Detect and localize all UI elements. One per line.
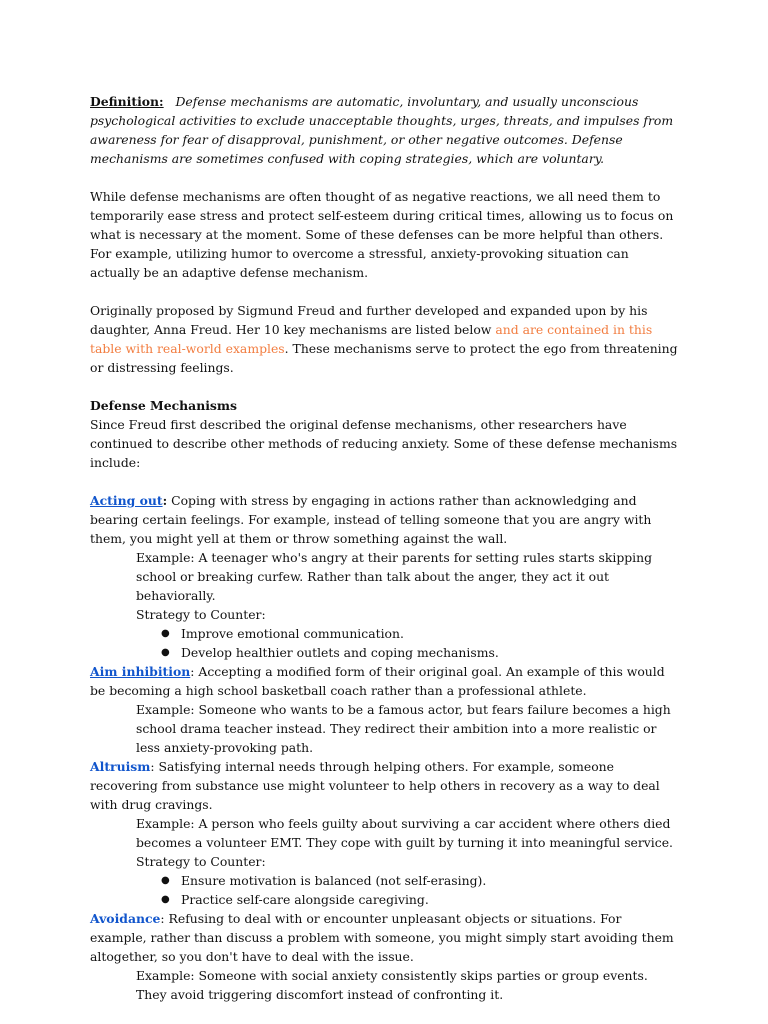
avoidance-example: Example: Someone with social anxiety consistently skips parties or group events. They avoid triggering discomfort instead of confronting it. — [136, 968, 648, 1002]
definition-text: Defense mechanisms are automatic, involuntary, and usually unconscious psychological activities to exclude unacceptable thoughts, urges, threats, and impulses from awareness for fear of disapproval, punishment, or other negative outcomes. Defense mechanisms are sometimes confused with coping strategies, which are voluntary. — [90, 94, 674, 166]
acting-out-strategy: Strategy to Counter: — [136, 607, 266, 622]
altruism-entry — [90, 757, 680, 814]
list-item: ● Ensure motivation is balanced (not self-erasing). — [181, 871, 680, 890]
list-item: ● Improve emotional communication. — [181, 624, 680, 643]
acting-out-desc: Coping with stress by engaging in actions rather than acknowledging and bearing certain feelings. For example, instead of telling someone that you are angry with them, you might yell at them or throw something against the wall. — [90, 493, 652, 546]
aim-inhibition-entry — [90, 662, 680, 700]
intro-paragraph: While defense mechanisms are often thought of as negative reactions, we all need them to temporarily ease stress and protect self-esteem during critical times, allowing us to focus on what is necessary at the moment. Some of these defenses can be more helpful than others. For example, utilizing humor to overcome a stressful, anxiety-provoking situation can actually be an adaptive defense mechanism. — [90, 189, 674, 280]
altruism-example: Example: A person who feels guilty about surviving a car accident where others died becomes a volunteer EMT. They cope with guilt by turning it into meaningful service. — [136, 816, 673, 850]
acting-out-entry — [90, 491, 680, 548]
avoidance-entry — [90, 909, 680, 966]
definition-paragraph — [90, 92, 680, 168]
acting-out-example: Example: A teenager who's angry at their parents for setting rules starts skipping school or breaking curfew. Rather than talk about the anger, they act it out behaviorally. — [136, 550, 653, 603]
freud-text-before: Originally proposed by Sigmund Freud and further developed and expanded upon by his daughter, Anna Freud. Her 10 key mechanisms are listed below — [90, 303, 648, 337]
altruism-strategy: Strategy to Counter: — [136, 854, 266, 869]
altruism-desc: : Satisfying internal needs through helping others. For example, someone recovering from substance use might volunteer to help others in recovery as a way to deal with drug cravings. — [90, 759, 660, 812]
freud-text-after: . These mechanisms serve to protect the ego from threatening or distressing feelings. — [90, 341, 678, 375]
avoidance-desc: : Refusing to deal with or encounter unpleasant objects or situations. For example, rather than discuss a problem with someone, you might simply start avoiding them altogether, so you don't have to deal with the issue. — [90, 911, 674, 964]
avoidance-term: Avoidance — [90, 911, 161, 926]
aim-inhibition-example: Example: Someone who wants to be a famous actor, but fears failure becomes a high school drama teacher instead. They redirect their ambition into a more realistic or less anxiety-provoking path. — [136, 702, 671, 755]
table-link[interactable]: and are contained in this table with real-world examples — [90, 322, 653, 356]
freud-paragraph — [90, 301, 680, 377]
acting-out-bullets — [90, 624, 680, 662]
section-heading: Defense Mechanisms — [90, 398, 237, 413]
section-intro: Since Freud first described the original defense mechanisms, other researchers have continued to describe other methods of reducing anxiety. Some of these defense mechanisms include: — [90, 417, 678, 470]
altruism-term: Altruism — [90, 759, 151, 774]
list-item: ● Practice self-care alongside caregiving. — [181, 890, 680, 909]
aim-inhibition-term[interactable]: Aim inhibition — [90, 664, 191, 679]
acting-out-term[interactable]: Acting out — [90, 493, 163, 508]
altruism-bullets — [90, 871, 680, 909]
acting-out-colon: : — [162, 493, 168, 508]
aim-inhibition-desc: : Accepting a modified form of their original goal. An example of this would be becoming a high school basketball coach rather than a professional athlete. — [90, 664, 665, 698]
definition-label: Definition: — [90, 94, 164, 109]
list-item: ● Develop healthier outlets and coping mechanisms. — [181, 643, 680, 662]
